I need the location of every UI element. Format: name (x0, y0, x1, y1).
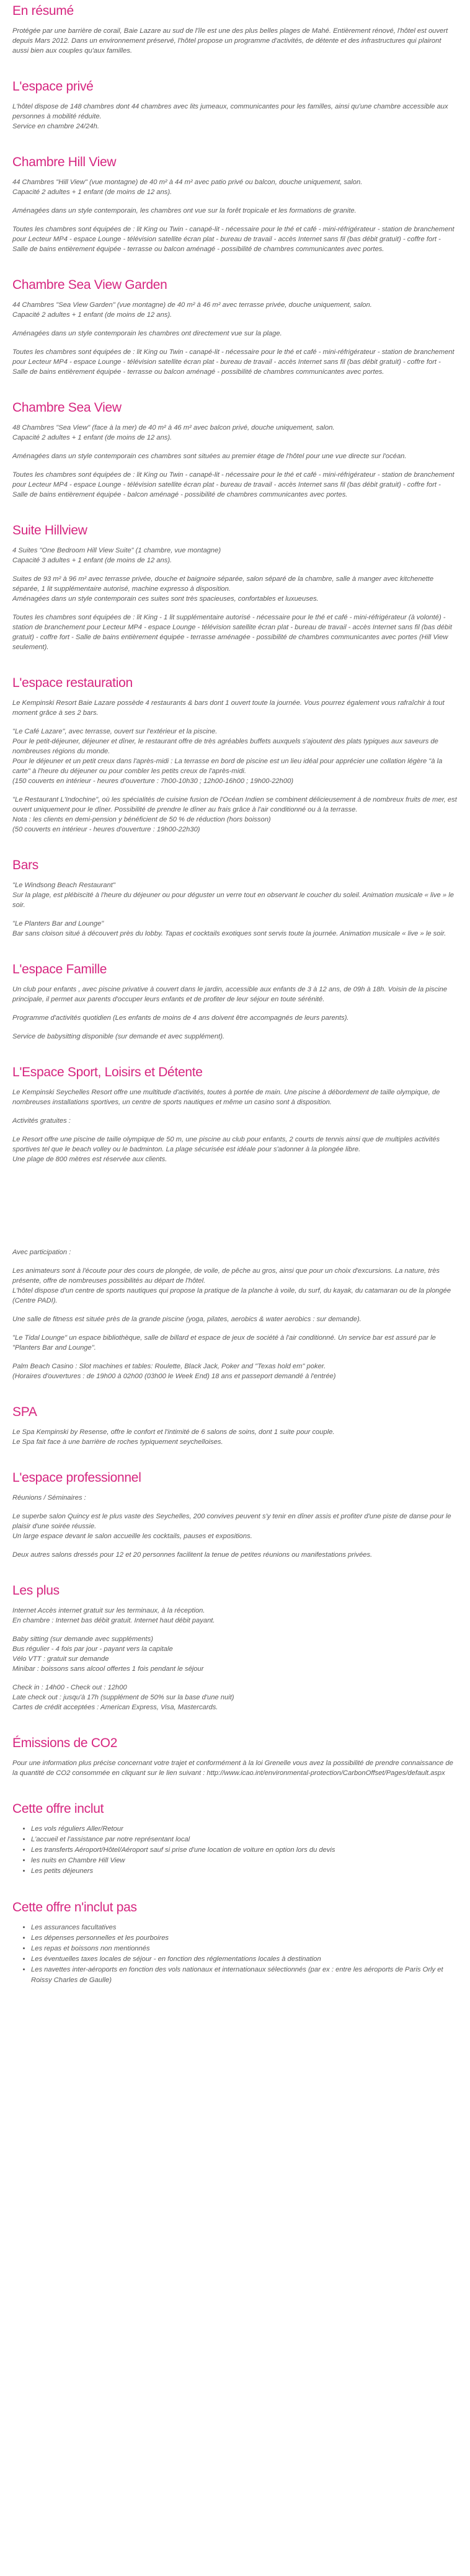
section (12, 1405, 458, 1447)
list-item: • Les transferts Aéroport/Hôtel/Aéroport sauf si prise d'une location de voiture en option lors du devis (31, 1845, 458, 1856)
paragraph: Deux autres salons dressés pour 12 et 20 personnes facilitent la tenue de petites réunions ou manifestations privées. (12, 1551, 373, 1559)
paragraph: Aménagées dans un style contemporain ces chambres sont situées au premier étage de l'hôtel pour une vue directe sur l'océan. (12, 453, 407, 460)
section-title: Chambre Sea View Garden (12, 278, 167, 292)
paragraph: Palm Beach Casino : Slot machines et tables: Roulette, Black Jack, Poker and "Texas hold em" poker. (Horaires d'ouvertures : de 19h00 à 02h00 (03h00 le Week End) 18 ans et passeport demandé à l'entrée) (12, 1363, 336, 1380)
section (12, 401, 458, 500)
paragraph: Le superbe salon Quincy est le plus vaste des Seychelles, 200 convives peuvent s'y tenir en dîner assis et profiter d'une piste de danse pour le plaisir d'une soirée réussie. Un large espace devant le salon accueille les cocktails, pauses et expositions. (12, 1513, 451, 1540)
section (12, 523, 458, 652)
paragraph: Une salle de fitness est située près de la grande piscine (yoga, pilates, aerobics & water aerobics : sur demande). (12, 1316, 361, 1323)
paragraph: Service de babysitting disponible (sur demande et avec supplément). (12, 1033, 225, 1040)
section-title: Chambre Hill View (12, 155, 117, 169)
section-offer-included (12, 1802, 458, 1877)
section (12, 962, 458, 1042)
paragraph: Les animateurs sont à l'écoute pour des cours de plongée, de voile, de pêche au gros, ainsi que pour un choix d'excursions. La nature, très présente, offre de nombreuses possibilités au départ de l'hôtel. L'hôtel dispose d'un centre de sports nautiques qui propose la pratique de la planche à voile, du surf, du kayak, du catamaran ou de la plongée (Centre PADI). (12, 1267, 451, 1304)
paragraph: Aménagées dans un style contemporain les chambres ont directement vue sur la plage. (12, 330, 282, 337)
paragraph: "Le Windsong Beach Restaurant" Sur la plage, est plébiscité à l'heure du déjeuner ou pour déguster un verre tout en observant le coucher du soleil. Animation musicale « live » le soir. (12, 882, 454, 909)
section-title: Chambre Sea View (12, 401, 122, 415)
paragraph: Un club pour enfants , avec piscine privative à couvert dans le jardin, accessible aux enfants de 3 à 12 ans, de 09h à 18h. Voisin de la piscine principale, il permet aux parents d'occuper leurs enfants et de profiter de leur séjour en toute sérénité. (12, 986, 448, 1003)
paragraph: Le Kempinski Resort Baie Lazare possède 4 restaurants & bars dont 1 ouvert toute la journée. Vous pourrez également vous rafraîchir à tout moment grâce à ses 2 bars. (12, 699, 445, 717)
paragraph: Avec participation : (12, 1249, 71, 1256)
section-title-offer-included: Cette offre inclut (12, 1802, 104, 1816)
list-item: • L'accueil et l'assistance par notre représentant local (31, 1835, 458, 1845)
paragraph: Toutes les chambres sont équipées de : lit King ou Twin - canapé-lit - nécessaire pour le thé et café - mini-réfrigérateur - station de branchement pour Lecteur MP4 - espace Lounge - télévision satellite écran plat - bureau de travail - accès Internet sans fil (bas débit gratuit) - coffre fort - Salle de bains entièrement équipée - terrasse ou balcon aménagé - possibilité de chambres communicantes avec portes. (12, 226, 454, 253)
section (12, 1583, 458, 1712)
section-offer-excluded (12, 1900, 458, 1986)
paragraph: Check in : 14h00 - Check out : 12h00 Late check out : jusqu'à 17h (supplément de 50% sur la base d'une nuit) Cartes de crédit acceptées : American Express, Visa, Mastercards. (12, 1684, 234, 1711)
section-title: L'espace Famille (12, 962, 107, 976)
paragraph: Activités gratuites : (12, 1117, 71, 1125)
list-item: • les nuits en Chambre Hill View (31, 1856, 458, 1866)
paragraph: L'hôtel dispose de 148 chambres dont 44 chambres avec lits jumeaux, communicantes pour les familles, ainsi qu'une chambre accessible aux personnes à mobilité réduite. Service en chambre 24/24h. (12, 103, 448, 130)
section (12, 278, 458, 377)
paragraph: Programme d'activités quotidien (Les enfants de moins de 4 ans doivent être accompagnés de leurs parents). (12, 1014, 349, 1022)
paragraph: "Le Café Lazare", avec terrasse, ouvert sur l'extérieur et la piscine. Pour le petit-déjeuner, déjeuner et dîner, le restaurant offre de très agréables buffets auxquels s'ajoutent des plats typiques aux saveurs de nombreuses régions du monde. Pour le déjeuner et un petit creux dans l'après-midi : La terrasse en bord de piscine est un lieu idéal pour apprécier une collation légère "à la carte" à l'heure du déjeuner ou pour combler les petits creux de l'après-midi. (150 couverts en intérieur - heures d'ouverture : 7h00-10h30 ; 12h00-16h00 ; 19h00-22h00) (12, 728, 443, 785)
paragraph: Toutes les chambres sont équipées de : lit King ou Twin - canapé-lit - nécessaire pour le thé et café - mini-réfrigérateur - station de branchement pour Lecteur MP4 - espace Lounge - télévision satellite écran plat - bureau de travail - accès Internet sans fil (bas débit gratuit) - coffre fort - Salle de bains entièrement équipée - balcon aménagé - possibilité de chambres communicantes avec portes. (12, 471, 454, 498)
paragraph: 48 Chambres "Sea View" (face à la mer) de 40 m² à 46 m² avec balcon privé, douche uniquement, salon. Capacité 2 adultes + 1 enfant (de moins de 12 ans). (12, 424, 335, 441)
paragraph: "Le Restaurant L'Indochine", où les spécialités de cuisine fusion de l'Océan Indien se combinent délicieusement à de nombreux fruits de mer, est ouvert uniquement pour le dîner. Possibilité de prendre le dîner au frais grâce à l'air conditionné ou à la terrasse. Nota : les clients en demi-pension y bénéficient de 50 % de réduction (hors boisson) (50 couverts en intérieur - heures d'ouverture : 19h00-22h30) (12, 796, 457, 833)
paragraph: Toutes les chambres sont équipées de : lit King ou Twin - canapé-lit - nécessaire pour le thé et café - mini-réfrigérateur - station de branchement pour Lecteur MP4 - espace Lounge - télévision satellite écran plat - bureau de travail - accès Internet sans fil (bas débit gratuit) - coffre fort - Salle de bains entièrement équipée - terrasse ou balcon aménagé - possibilité de chambres communicantes avec portes. (12, 348, 454, 376)
included-list (12, 1824, 458, 1877)
paragraph: Réunions / Séminaires : (12, 1494, 86, 1502)
section-title: En résumé (12, 4, 74, 18)
section-title-offer-excluded: Cette offre n'inclut pas (12, 1900, 137, 1914)
paragraph: Toutes les chambres sont équipées de : lit King - 1 lit supplémentaire autorisé - nécessaire pour le thé et café - mini-réfrigérateur (à volonté) - station de branchement pour Lecteur MP4 - espace Lounge - télévision satellite écran plat - bureau de travail - accès Internet sans fil (bas débit gratuit) - coffre fort - Salle de bains entièrement équipée - terrasse aménagée - possibilité de chambres communicantes avec portes (Hill View seulement). (12, 614, 452, 651)
paragraph: "Le Planters Bar and Lounge" Bar sans cloison situé à découvert près du lobby. Tapas et cocktails exotiques sont servis toute la journée. Animation musicale « live » le soir. (12, 920, 446, 937)
section-title: L'Espace Sport, Loisirs et Détente (12, 1065, 203, 1079)
list-item: • Les dépenses personnelles et les pourboires (31, 1933, 458, 1944)
paragraph: Aménagées dans un style contemporain, les chambres ont vue sur la forêt tropicale et les formations de granite. (12, 207, 357, 215)
list-item: • Les navettes inter-aéroports en fonction des vols nationaux et internationaux sélectionnés (par ex : entre les aéroports de Paris Orly et Roissy Charles de Gaulle) (31, 1965, 458, 1986)
paragraph: Suites de 93 m² à 96 m² avec terrasse privée, douche et baignoire séparée, salon séparé de la chambre, salle à manger avec kitchenette séparée, 1 lit supplémentaire autorisé, machine expresso à disposition. Aménagées dans un style contemporain ces suites sont très spacieuses, confortables et luxueuses. (12, 575, 434, 603)
section-title: Les plus (12, 1583, 60, 1598)
section (12, 1065, 458, 1381)
section (12, 1736, 458, 1778)
section (12, 676, 458, 834)
section-title: Suite Hillview (12, 523, 87, 538)
list-item: • Les éventuelles taxes locales de séjour - en fonction des réglementations locales à destination (31, 1954, 458, 1965)
section-title: Émissions de CO2 (12, 1736, 118, 1750)
section (12, 79, 458, 131)
paragraph: Le Kempinski Seychelles Resort offre une multitude d'activités, toutes à portée de main. Une piscine à débordement de taille olympique, de nombreuses installations sportives, un centre de sports nautiques et même un casino sont à disposition. (12, 1089, 440, 1106)
section-title: SPA (12, 1405, 37, 1419)
paragraph: 44 Chambres "Sea View Garden" (vue montagne) de 40 m² à 46 m² avec terrasse privée, douche uniquement, salon. Capacité 2 adultes + 1 enfant (de moins de 12 ans). (12, 301, 372, 319)
section (12, 1471, 458, 1560)
paragraph: Baby sitting (sur demande avec suppléments) Bus régulier - 4 fois par jour - payant vers la capitale Vélo VTT : gratuit sur demande Minibar : boissons sans alcool offertes 1 fois pendant le séjour (12, 1635, 204, 1673)
paragraph: "Le Tidal Lounge" un espace bibliothèque, salle de billard et espace de jeux de société à l'air conditionné. Un service bar est assuré par le "Planters Bar and Lounge". (12, 1334, 436, 1352)
paragraph: Internet Accès internet gratuit sur les terminaux, à la réception. En chambre : Internet bas débit gratuit. Internet haut débit payant. (12, 1607, 215, 1624)
list-item: • Les petits déjeuners (31, 1866, 458, 1877)
paragraph: Pour une information plus précise concernant votre trajet et conformément à la loi Grenelle vous avez la possibilité de prendre connaissance de la quantité de CO2 consommée en cliquant sur le lien suivant : http://www.icao.int/environmental-protection/CarbonOffset/Pages/default.aspx (12, 1759, 453, 1777)
content-sections (12, 0, 458, 1778)
section-title: L'espace professionnel (12, 1471, 141, 1485)
paragraph: Le Resort offre une piscine de taille olympique de 50 m, une piscine au club pour enfants, 2 courts de tennis ainsi que de multiples activités sportives tel que le beach volley ou le badminton. La plage sécurisée est idéale pour s'adonner à la plongée libre. Une plage de 800 mètres est réservée aux clients. (12, 1136, 440, 1163)
section-title: L'espace restauration (12, 676, 133, 690)
section (12, 0, 458, 56)
paragraph: 4 Suites "One Bedroom Hill View Suite" (1 chambre, vue montagne) Capacité 3 adultes + 1 enfant (de moins de 12 ans). (12, 547, 221, 564)
list-item: • Les repas et boissons non mentionnés (31, 1944, 458, 1954)
section (12, 858, 458, 939)
paragraph: 44 Chambres "Hill View" (vue montagne) de 40 m² à 44 m² avec patio privé ou balcon, douche uniquement, salon. Capacité 2 adultes + 1 enfant (de moins de 12 ans). (12, 179, 363, 196)
spacer (12, 1173, 458, 1247)
section-title: L'espace privé (12, 79, 94, 94)
list-item: • Les vols réguliers Aller/Retour (31, 1824, 458, 1835)
excluded-list (12, 1923, 458, 1986)
section-title: Bars (12, 858, 38, 872)
section (12, 155, 458, 254)
paragraph: Le Spa Kempinski by Resense, offre le confort et l'intimité de 6 salons de soins, dont 1 suite pour couple. Le Spa fait face à une barrière de roches typiquement seychelloises. (12, 1428, 335, 1446)
paragraph: Protégée par une barrière de corail, Baie Lazare au sud de l'île est une des plus belles plages de Mahé. Entièrement rénové, l'hôtel est ouvert depuis Mars 2012. Dans un environnement préservé, l'hôtel propose un programme d'activités, de détente et des infrastructures qui plairont aussi bien aux couples qu'aux familles. (12, 27, 448, 55)
list-item: • Les assurances facultatives (31, 1923, 458, 1933)
